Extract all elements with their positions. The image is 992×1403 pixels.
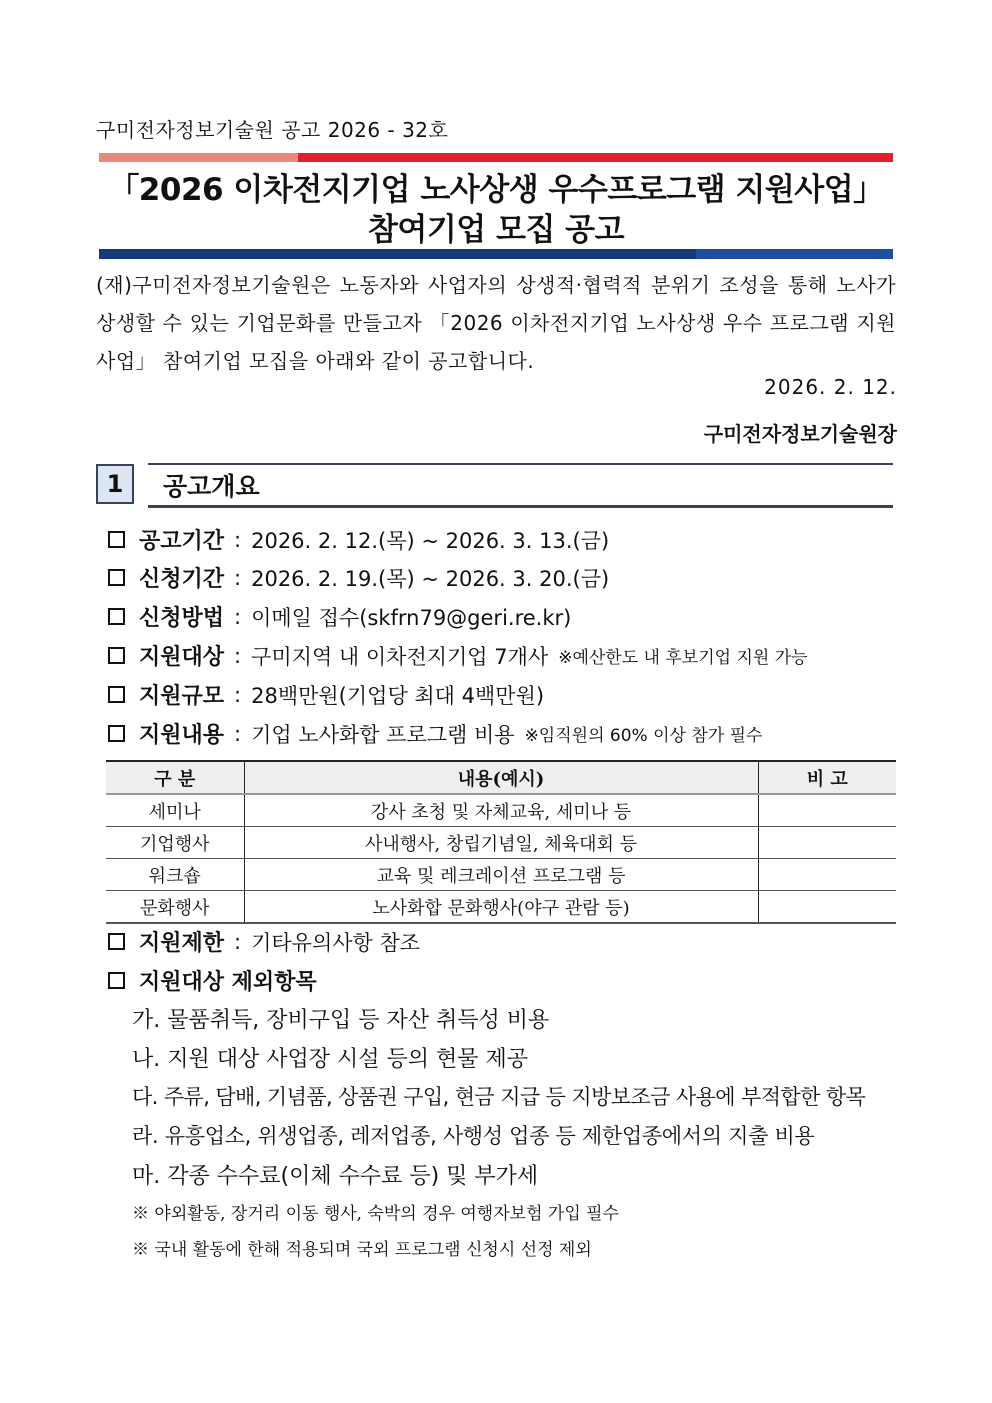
checkbox-icon [108, 686, 125, 703]
checkbox-icon [108, 608, 125, 625]
announcement-date: 2026. 2. 12. [764, 375, 897, 399]
title-bottom-bar [99, 249, 893, 259]
column-header: 구 분 [106, 761, 244, 794]
exclusion-item: 라. 유흥업소, 위생업종, 레저업종, 사행성 업종 등 제한업종에서의 지출 비용 [132, 1124, 815, 1148]
table-row: 기업행사 사내행사, 창립기념일, 체육대회 등 [106, 827, 896, 859]
section-number: 1 [96, 464, 134, 504]
exclusion-item: 마. 각종 수수료(이체 수수료 등) 및 부가세 [132, 1164, 539, 1189]
exclusion-item: 다. 주류, 담배, 기념품, 상품권 구입, 현금 지급 등 지방보조금 사용에 부적합한 항목 [132, 1085, 866, 1109]
table-row: 문화행사 노사화합 문화행사(야구 관람 등) [106, 891, 896, 924]
title-top-bar [99, 153, 893, 162]
signer: 구미전자정보기술원장 [703, 422, 897, 446]
exclusion-item: 가. 물품취득, 장비구입 등 자산 취득성 비용 [132, 1008, 550, 1033]
item-application-period: 신청기간 : 2026. 2. 19.(목) ~ 2026. 3. 20.(금) [108, 562, 609, 593]
intro-paragraph: (재)구미전자정보기술원은 노동자와 사업자의 상생적·협력적 분위기 조성을 통해 노사가 상생할 수 있는 기업문화를 만들고자 「2026 이차전지기업 노사상생 우수 프로그램 지원사업」 참여기업 모집을 아래와 같이 공고합니다. [96, 273, 896, 373]
item-application-method: 신청방법 : 이메일 접수(skfrn79@geri.re.kr) [108, 601, 571, 632]
column-header: 내용(예시) [244, 761, 758, 794]
program-examples-table [106, 760, 896, 924]
footnote: ※ 국내 활동에 한해 적용되며 국외 프로그램 신청시 선정 제외 [132, 1240, 592, 1260]
item-exclusions: 지원대상 제외항목 [108, 965, 317, 996]
item-support-content: 지원내용 : 기업 노사화합 프로그램 비용 ※임직원의 60% 이상 참가 필수 [108, 718, 762, 749]
document-number: 구미전자정보기술원 공고 2026 - 32호 [96, 118, 449, 142]
table-row: 세미나 강사 초청 및 자체교육, 세미나 등 [106, 794, 896, 827]
footnote: ※ 야외활동, 장거리 이동 행사, 숙박의 경우 여행자보험 가입 필수 [132, 1204, 619, 1224]
table-row: 워크숍 교육 및 레크레이션 프로그램 등 [106, 859, 896, 891]
support-content-note: ※임직원의 60% 이상 참가 필수 [524, 726, 763, 746]
item-restriction: 지원제한 : 기타유의사항 참조 [108, 926, 420, 957]
item-eligibility: 지원대상 : 구미지역 내 이차전지기업 7개사 ※예산한도 내 후보기업 지원 가능 [108, 640, 808, 671]
checkbox-icon [108, 972, 125, 989]
title-line-1: 「2026 이차전지기업 노사상생 우수프로그램 지원사업」 [108, 172, 884, 208]
exclusion-item: 나. 지원 대상 사업장 시설 등의 현물 제공 [132, 1047, 528, 1072]
checkbox-icon [108, 569, 125, 586]
eligibility-note: ※예산한도 내 후보기업 지원 가능 [558, 648, 808, 668]
section-divider-top [148, 463, 893, 465]
item-budget: 지원규모 : 28백만원(기업당 최대 4백만원) [108, 679, 544, 710]
section-title: 공고개요 [163, 472, 260, 501]
page-title [99, 170, 893, 250]
table-header-row [106, 761, 896, 794]
checkbox-icon [108, 647, 125, 664]
checkbox-icon [108, 725, 125, 742]
column-header: 비 고 [758, 761, 896, 794]
section-divider-bottom [148, 505, 893, 508]
checkbox-icon [108, 933, 125, 950]
item-announcement-period: 공고기간 : 2026. 2. 12.(목) ~ 2026. 3. 13.(금) [108, 524, 609, 555]
checkbox-icon [108, 531, 125, 548]
title-line-2: 참여기업 모집 공고 [367, 212, 625, 248]
